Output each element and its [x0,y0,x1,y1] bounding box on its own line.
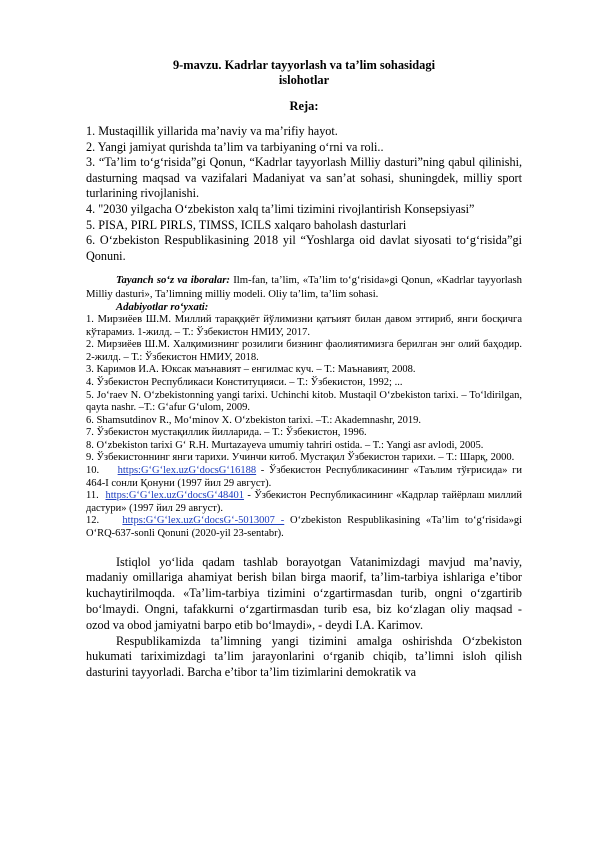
references-heading: Adabiyotlar ro‘yxati: [116,300,209,313]
reference-link[interactable]: https:G‘G‘lex.uzG‘docsG‘48401 [105,490,245,502]
reference-text: - Ўзбекистон Республикасининг «Таълим тўғрисида» ги 464-I сонли Қонуни (1997 йил 29 август). [86,465,522,489]
reference-item-link [86,515,522,540]
main-text [86,555,522,681]
plan-item: 6. O‘zbekiston Respublikasining 2018 yil “Yoshlarga oid davlat siyosati to‘g‘risida”gi Qonuni. [86,233,522,263]
reference-link[interactable]: https:G‘G‘lex.uzG‘docsG‘16188 [117,465,257,477]
reference-item: 9. Ўзбекистоннинг янги тарихи. Учинчи китоб. Мустақил Ўзбекистон тарихи. – Т.: Шарқ, 2000. [86,452,515,464]
page-title [86,58,522,88]
references-list [86,314,522,541]
plan-item: 5. PISA, PIRL PIRLS, TIMSS, ICILS xalqaro baholash dasturlari [86,217,407,232]
reference-item: 6. Shamsutdinov R., Mo‘minov X. O‘zbekiston tarixi. –T.: Akademnashr, 2019. [86,414,422,426]
plan-item: 1. Mustaqillik yillarida ma’naviy va ma’rifiy hayot. [86,124,338,138]
plan-item: 4. "2030 yilgacha O‘zbekiston xalq ta’limi tizimini rivojlantirish Konsepsiyasi” [86,201,475,216]
plan-item: 2. Yangi jamiyat qurishda ta’lim va tarbiyaning o‘rni va roli.. [86,139,384,154]
reference-text: - Ўзбекистон Республикасининг «Кадрлар тайёрлаш миллий дастури» (1997 йил 29 август). [86,490,522,514]
title-line-2: islohotlar [278,73,330,87]
reference-item-link [86,490,522,515]
reference-item: 4. Ўзбекистон Республикаси Конституцияси. – Т.: Ўзбекистон, 1992; ... [86,376,403,388]
reference-item: 3. Каримов И.А. Юксак маънавият – енгилмас куч. – Т.: Маънавият, 2008. [86,364,416,376]
body-paragraph: Istiqlol yo‘lida qadam tashlab borayotgan Vatanimizdagi mavjud ma’naviy, madaniy omillariga ahamiyat berish bilan birga maorif, ta’lim-tarbiya ishlariga e’tibor kuchaytirilmoqda. «Ta’lim-tarbiya tizimini o‘zgartirmasdan turib, ongni o‘zgartirib bo‘lmaydi. Ongni, tafakkurni o‘zgartirmasdan turib esa, biz ko‘zlagan oliy maqsad - ozod va obod jamiyatni barpo etib bo‘lmaydi», - deydi I.A. Karimov. [86,554,522,632]
reference-link[interactable]: https:G‘G‘lex.uzG‘docsG‘-5013007 - [122,515,285,527]
reference-item: 2. Мирзиёев Ш.М. Халқимизнинг розилиги бизнинг фаолиятимизга берилган энг олий баҳодир. 2-жилд. – Т.: Ўзбекистон НМИУ, 2018. [86,339,522,363]
reference-item: 5. Jo‘raev N. O‘zbekistonning yangi tarixi. Uchinchi kitob. Mustaqil O‘zbekiston tarixi. – To‘ldirilgan, qayta nashr. –T.: G‘afur G‘ulom, 2009. [86,389,522,414]
reference-number: 12. [86,515,100,527]
plan-item: 3. “Ta’lim to‘g‘risida”gi Qonun, “Kadrlar tayyorlash Milliy dasturi”ning qabul qilinishi, dasturning maqsad va vazifalari Madaniyat va san’at sohasi, shuningdek, milliy sport turlarining rivojlanishi. [86,155,522,201]
reference-text: O‘zbekiston Respublikasining «Ta’lim to‘g‘risida»gi O‘RQ-637-sonli Qonuni (2020-yil 23-sentabr). [86,515,522,540]
reference-number: 10. [86,465,100,477]
reference-item-link [86,465,522,490]
keywords-paragraph [86,274,522,300]
keywords-text: Ilm-fan, ta’lim, «Ta’lim to‘g‘risida»gi Qonun, «Kadrlar tayyorlash Milliy dasturi», Ta’limning milliy modeli. Oliy ta’lim, ta’lim sohasi. [86,274,522,300]
reference-item: 8. O‘zbekiston tarixi G‘ R.H. Murtazayeva umumiy tahriri ostida. – T.: Yangi asr avlodi, 2005. [86,439,484,451]
plan-heading: Reja: [289,99,319,113]
reference-item: 7. Ўзбекистон мустақиллик йилларида. – Т.: Ўзбекистон, 1996. [86,427,367,439]
plan-list [86,124,522,264]
keywords-label: Tayanch so‘z va iboralar: [116,274,230,287]
reference-number: 11. [86,490,99,502]
body-paragraph: Respublikamizda ta’limning yangi tizimini amalga oshirishda O‘zbekiston hukumati tariximizdagi ta’lim jarayonlarini o‘rganib chiqib, ta’limni isloh qilish dasturini tayyorladi. Barcha e’tibor ta’lim tizimlarini demokratik va [86,633,522,680]
reference-item: 1. Мирзиёев Ш.М. Миллий тараққиёт йўлимизни қатъият билан давом эттириб, янги босқичга кўтарамиз. 1-жилд. – Т.: Ўзбекистон НМИУ, 2017. [86,313,522,338]
title-line-1: 9-mavzu. Kadrlar tayyorlash va ta’lim sohasidagi [172,58,436,72]
